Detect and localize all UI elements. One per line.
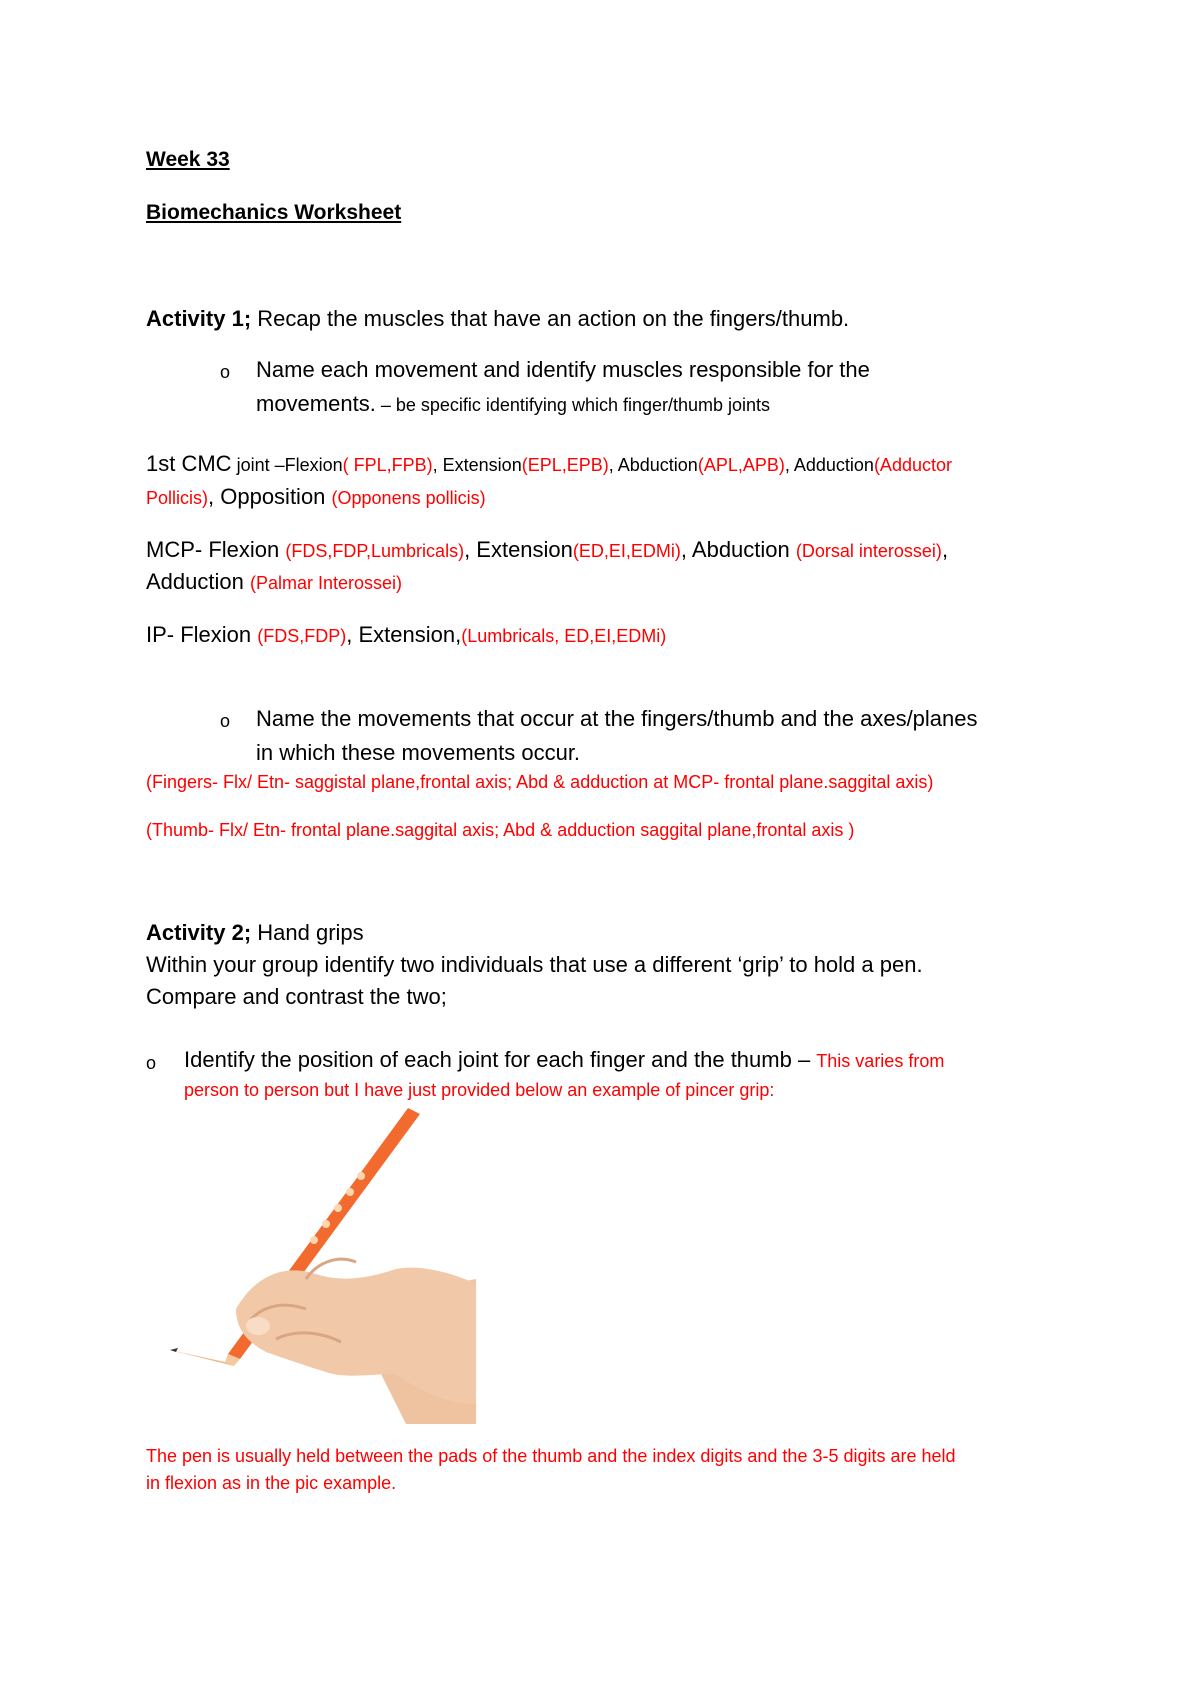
cmc-abduction-muscles: (APL,APB) [697, 455, 785, 475]
ip-extension-muscles: (Lumbricals, ED,EI,EDMi) [461, 626, 667, 646]
activity2-bullet-red2: person to person but I have just provided below an example of pincer grip: [184, 1080, 775, 1100]
caption-line1: The pen is usually held between the pads of the thumb and the index digits and the 3-5 digits are held [146, 1446, 956, 1466]
cmc-line1 [146, 451, 952, 477]
bullet1-movements: movements. [256, 391, 376, 416]
answer-fingers: (Fingers- Flx/ Etn- saggistal plane,frontal axis; Abd & adduction at MCP- frontal plane.saggital axis) [146, 772, 934, 792]
bullet1-line2 [256, 391, 770, 417]
pencil-grip-image [166, 1104, 476, 1424]
bullet-marker-3: o [146, 1053, 157, 1073]
cmc-extension: , Extension [432, 455, 522, 475]
cmc-opposition: , Opposition [208, 484, 332, 509]
mcp-extension-muscles: (ED,EI,EDMi) [572, 541, 681, 561]
activity2-bullet-text: Identify the position of each joint for each finger and the thumb – [184, 1047, 817, 1072]
bullet2-line1: Name the movements that occur at the fingers/thumb and the axes/planes [256, 706, 978, 731]
ip-extension: , Extension, [346, 622, 462, 647]
bullet1-line1: Name each movement and identify muscles responsible for the [256, 357, 870, 382]
activity1-text: Recap the muscles that have an action on the fingers/thumb. [251, 306, 850, 331]
cmc-opposition-muscles: (Opponens pollicis) [331, 488, 486, 508]
mcp-abduction-muscles: (Dorsal interossei) [795, 541, 942, 561]
activity2-line1: Within your group identify two individuals that use a different ‘grip’ to hold a pen. [146, 952, 923, 977]
answer-thumb: (Thumb- Flx/ Etn- frontal plane.saggital axis; Abd & adduction saggital plane,frontal axis ) [146, 820, 855, 840]
cmc-abduction: , Abduction [608, 455, 698, 475]
cmc-adduction-muscles: (Adductor [873, 455, 952, 475]
activity2-line2: Compare and contrast the two; [146, 984, 447, 1009]
activity2-bullet-red1: This varies from [816, 1051, 945, 1071]
mcp-flexion: MCP- Flexion [146, 537, 286, 562]
fingernail [246, 1317, 270, 1335]
mcp-adduction: Adduction [146, 569, 250, 594]
mcp-extension: , Extension [464, 537, 573, 562]
cmc-joint-word: joint – [231, 455, 285, 475]
cmc-line2 [146, 484, 486, 510]
activity1-intro [146, 306, 849, 332]
mcp-adduction-muscles: (Palmar Interossei) [249, 573, 403, 593]
mcp-comma: , [941, 537, 949, 562]
ip-line [146, 622, 666, 648]
cmc-flexion-muscles: ( FPL,FPB) [342, 455, 433, 475]
cmc-joint: 1st CMC [146, 451, 232, 476]
cmc-flexion: Flexion [284, 455, 343, 475]
bullet2-line2: in which these movements occur. [256, 740, 581, 765]
ip-flexion: IP- Flexion [146, 622, 258, 647]
caption-line2: in flexion as in the pic example. [146, 1473, 397, 1493]
ip-flexion-muscles: (FDS,FDP) [257, 626, 347, 646]
mcp-abduction: , Abduction [680, 537, 796, 562]
activity2-label: Activity 2; [146, 920, 252, 945]
week-heading: Week 33 [146, 148, 230, 171]
mcp-line2 [146, 569, 402, 595]
bullet-marker: o [220, 362, 231, 382]
activity1-label: Activity 1; [146, 306, 252, 331]
mcp-flexion-muscles: (FDS,FDP,Lumbricals) [285, 541, 465, 561]
cmc-extension-muscles: (EPL,EPB) [521, 455, 609, 475]
activity2-bullet-line1 [184, 1047, 944, 1073]
activity2-text: Hand grips [251, 920, 364, 945]
mcp-line1 [146, 537, 948, 563]
cmc-adduction: , Adduction [784, 455, 874, 475]
activity2-intro [146, 920, 364, 946]
worksheet-title: Biomechanics Worksheet [146, 201, 402, 224]
bullet1-note: – be specific identifying which finger/thumb joints [375, 395, 771, 415]
cmc-adduction-muscles-cont: Pollicis) [146, 488, 209, 508]
bullet-marker-2: o [220, 711, 231, 731]
